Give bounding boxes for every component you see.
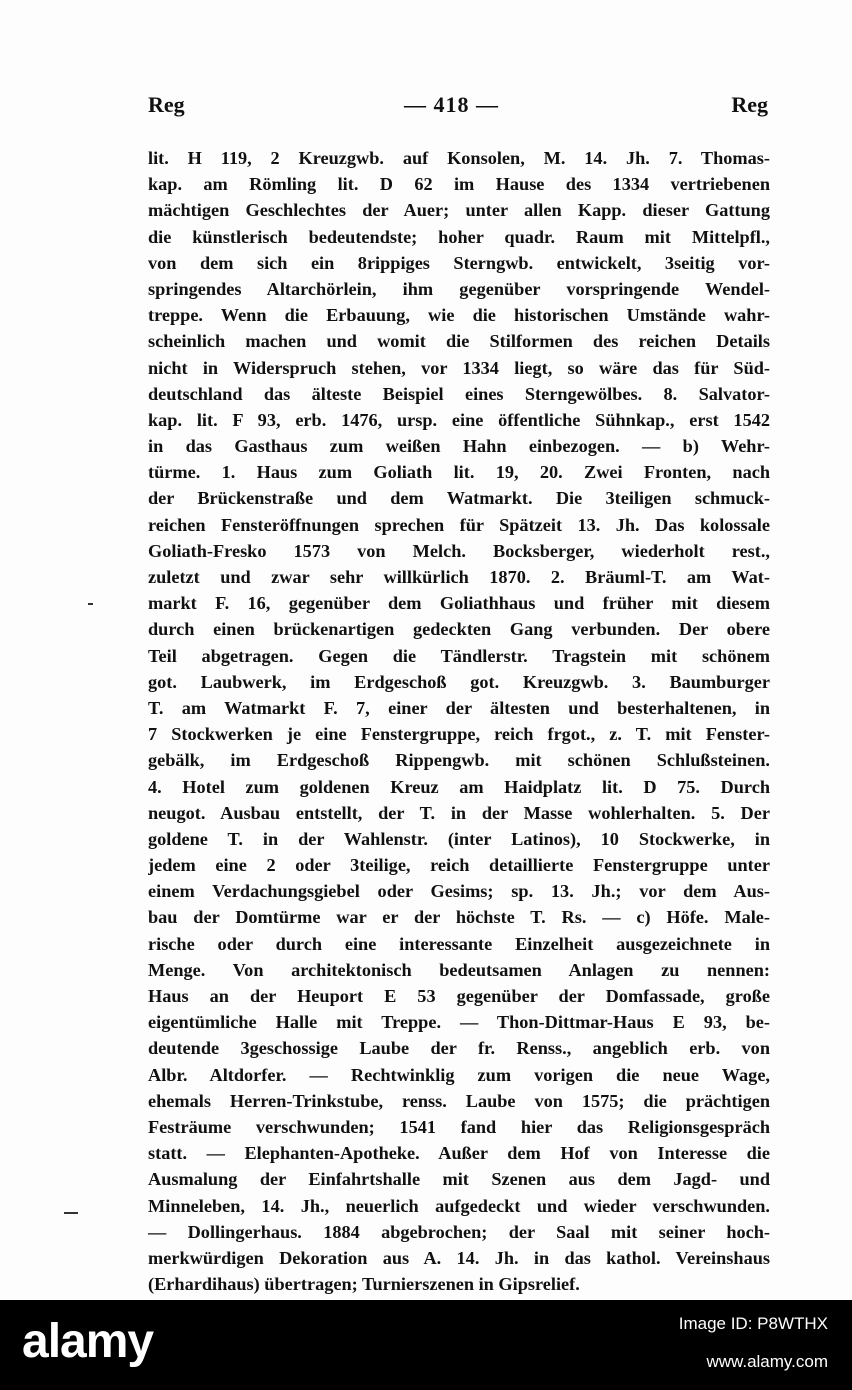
site-url: www.alamy.com — [706, 1352, 828, 1371]
margin-mark — [64, 1212, 78, 1214]
text-line: kap. am Römling lit. D 62 im Hause des 1334 vertriebenen — [148, 174, 770, 195]
text-line: springendes Altarchörlein, ihm gegenüber vorspringende Wendel- — [148, 278, 770, 299]
text-line: 4. Hotel zum goldenen Kreuz am Haidplatz lit. D 75. Durch — [148, 776, 770, 797]
page-number: — 418 — — [404, 92, 499, 117]
text-line: rische oder durch eine interessante Einzelheit ausgezeichnete in — [148, 933, 770, 954]
text-line: der Brückenstraße und dem Watmarkt. Die 3teiligen schmuck- — [148, 488, 770, 509]
text-line: die künstlerisch bedeutendste; hoher quadr. Raum mit Mittelpfl., — [148, 226, 770, 247]
text-line: in das Gasthaus zum weißen Hahn einbezogen. — b) Wehr- — [148, 436, 770, 457]
text-line: Ausmalung der Einfahrtshalle mit Szenen aus dem Jagd- und — [148, 1169, 770, 1190]
text-line: 7 Stockwerken je eine Fenstergruppe, reich frgot., z. T. mit Fenster- — [148, 724, 770, 745]
text-line: türme. 1. Haus zum Goliath lit. 19, 20. Zwei Fronten, nach — [148, 462, 770, 483]
text-line: zuletzt und zwar sehr willkürlich 1870. 2. Bräuml-T. am Wat- — [148, 567, 770, 587]
image-id: Image ID: P8WTHX — [678, 1314, 828, 1333]
text-line: Menge. Von architektonisch bedeutsamen Anlagen zu nennen: — [148, 959, 770, 980]
text-line: got. Laubwerk, im Erdgeschoß got. Kreuzgwb. 3. Baumburger — [148, 671, 770, 692]
body-text — [148, 145, 770, 1297]
header-left: Reg — [148, 92, 185, 117]
text-line: Albr. Altdorfer. — Rechtwinklig zum vorigen die neue Wage, — [148, 1064, 770, 1085]
text-line: statt. — Elephanten-Apotheke. Außer dem Hof von Interesse die — [148, 1143, 770, 1164]
text-line: goldene T. in der Wahlenstr. (inter Latinos), 10 Stockwerke, in — [148, 828, 770, 849]
text-line: kap. lit. F 93, erb. 1476, ursp. eine öffentliche Sühnkap., erst 1542 — [148, 409, 770, 430]
text-line: treppe. Wenn die Erbauung, wie die historischen Umstände wahr- — [148, 305, 770, 326]
text-line: neugot. Ausbau entstellt, der T. in der Masse wohlerhalten. 5. Der — [148, 802, 770, 823]
text-line: T. am Watmarkt F. 7, einer der ältesten und besterhaltenen, in — [148, 697, 770, 718]
text-line: jedem eine 2 oder 3teilige, reich detaillierte Fenstergruppe unter — [148, 855, 770, 876]
text-line: nicht in Widerspruch stehen, vor 1334 liegt, so wäre das für Süd- — [148, 357, 770, 378]
text-line: mächtigen Geschlechtes der Auer; unter allen Kapp. dieser Gattung — [148, 200, 770, 221]
text-line: ehemals Herren-Trinkstube, renss. Laube von 1575; die prächtigen — [148, 1090, 770, 1111]
watermark-banner — [0, 1300, 852, 1390]
margin-mark — [88, 603, 93, 605]
text-line: durch einen brückenartigen gedeckten Gang verbunden. Der obere — [148, 619, 770, 640]
text-line: deutschland das älteste Beispiel eines Sterngewölbes. 8. Salvator- — [148, 383, 770, 404]
text-line: gebälk, im Erdgeschoß Rippengwb. mit schönen Schlußsteinen. — [148, 750, 770, 771]
page-header — [148, 92, 768, 126]
text-line: eigentümliche Halle mit Treppe. — Thon-Dittmar-Haus E 93, be- — [148, 1012, 770, 1033]
text-line: — Dollingerhaus. 1884 abgebrochen; der Saal mit seiner hoch- — [148, 1221, 770, 1242]
text-line: Teil abgetragen. Gegen die Tändlerstr. Tragstein mit schönem — [148, 645, 770, 666]
text-line: scheinlich machen und womit die Stilformen des reichen Details — [148, 331, 770, 352]
text-line: deutende 3geschossige Laube der fr. Renss., angeblich erb. von — [148, 1038, 770, 1059]
text-line: bau der Domtürme war er der höchste T. Rs. — c) Höfe. Male- — [148, 907, 770, 928]
text-line: reichen Fensteröffnungen sprechen für Spätzeit 13. Jh. Das kolossale — [148, 514, 770, 535]
alamy-logo: alamy — [22, 1315, 154, 1368]
header-right: Reg — [731, 92, 768, 117]
text-line: einem Verdachungsgiebel oder Gesims; sp. 13. Jh.; vor dem Aus- — [148, 881, 770, 902]
text-line: merkwürdigen Dekoration aus A. 14. Jh. in das kathol. Vereinshaus — [148, 1247, 770, 1268]
text-line: markt F. 16, gegenüber dem Goliathhaus und früher mit diesem — [148, 593, 770, 614]
text-line: Haus an der Heuport E 53 gegenüber der Domfassade, große — [148, 986, 770, 1006]
text-line: Goliath-Fresko 1573 von Melch. Bocksberger, wiederholt rest., — [148, 540, 770, 561]
text-line: (Erhardihaus) übertragen; Turnierszenen in Gipsrelief. — [148, 1274, 580, 1295]
text-line: Festräume verschwunden; 1541 fand hier das Religionsgespräch — [148, 1116, 770, 1137]
text-line: lit. H 119, 2 Kreuzgwb. auf Konsolen, M. 14. Jh. 7. Thomas- — [148, 148, 770, 168]
text-line: von dem sich ein 8rippiges Sterngwb. entwickelt, 3seitig vor- — [148, 252, 770, 273]
text-line: Minneleben, 14. Jh., neuerlich aufgedeckt und wieder verschwunden. — [148, 1195, 770, 1216]
